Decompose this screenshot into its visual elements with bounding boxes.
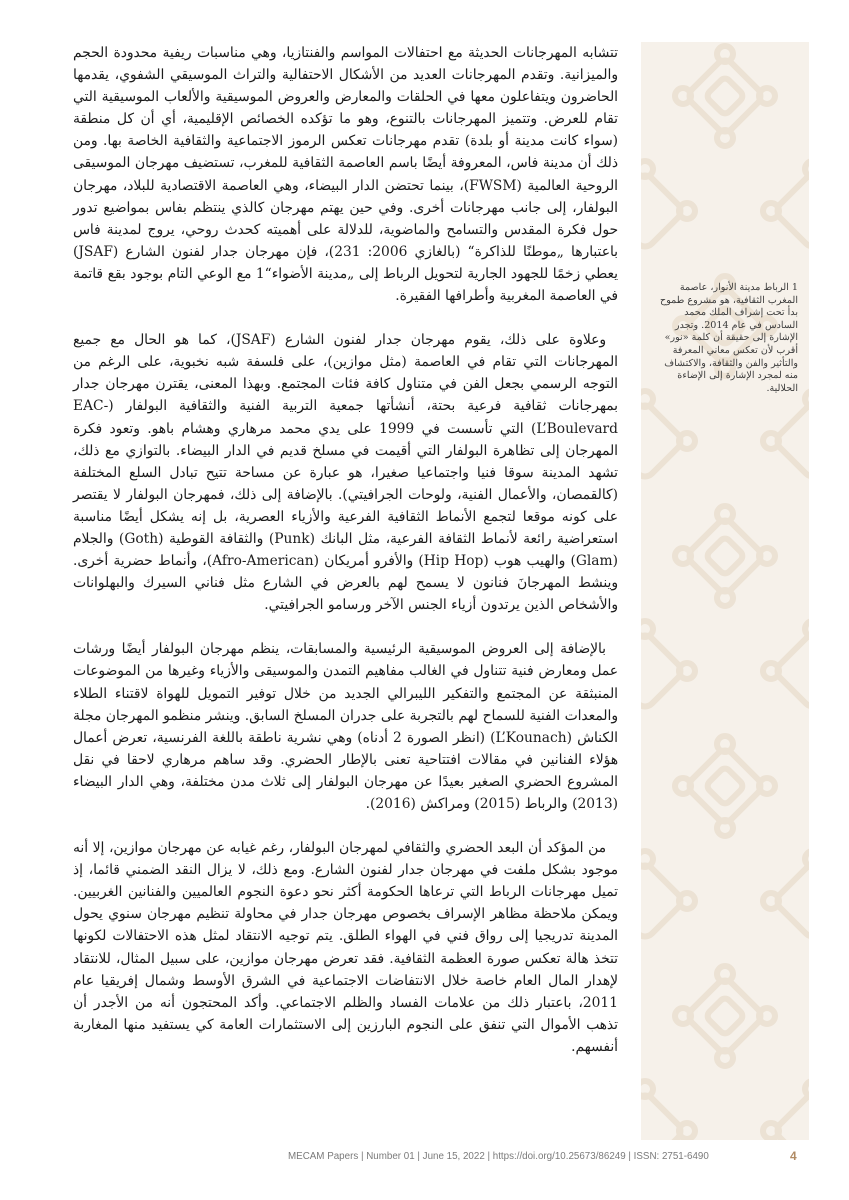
paragraph-jidar-boulevard: وعلاوة على ذلك، يقوم مهرجان جدار لفنون الشارع (JSAF)، كما هو الحال مع جميع المهرجانات التي تقام في العاصمة (مثل موازين)، على فلسفة شبه نخبوية، على الرغم من التوجه الرسمي بجعل الفن في متناول كافة فئات المجتمع. وبهذا المعنى، يقترن مهرجان جدار بمهرجانات ثقافية فرعية بحتة، أنشأتها جمعية التربية الفنية والثقافية البولفار (EAC-L’Boulevard) التي تأسست في 1999 على يدي محمد مرهاري وهشام باهو. وتعود فكرة المهرجان إلى تظاهرة البولفار التي أقيمت في مسلخ قديم في الدار البيضاء. بالتوازي مع ذلك، تشهد المدينة سوقا فنيا واجتماعيا صغيرا، هو عبارة عن مساحة تتيح تبادل السلع المختلفة (كالقمصان، والأعمال الفنية، ولوحات الجرافيتي). بالإضافة إلى ذلك، فمهرجان البولفار لا يقتصر على كونه موقعا لتجمع الأنماط الثقافية الفرعية والأزياء العصرية، بل إنه يشكل أيضًا مناسبة استعراضية رائعة لأنماط الثقافة الفرعية، مثل البانك (Punk) والثقافة القوطية (Goth) والجلام (Glam) والهيب هوب (Hip Hop) والأفرو أمريكان (Afro-American)، وأنماط حضرية أخرى. وينشط المهرجانَ فنانون لا يسمح لهم بالعرض في الشارع مثل فناني السيرك والبهلوانات والأشخاص الذين يرتدون أزياء الجنس الآخر ورسامو الجرافيتي. [73, 332, 618, 614]
footnote-1: 1 الرباط مدينة الأنوار، عاصمة المغرب الثقافية، هو مشروع طموح بدأ تحت إشراف الملك محمد السادس في عام 2014. وتجدر الإشارة إلى حقيقة أن كلمة «نور» أقرب لأن تعكس معاني المعرفة والتأثير والفن والثقافة، والاكتشاف منه لمجرد الإشارة إلى الإضاءة الحلالية. [660, 282, 798, 394]
paragraph-critique: من المؤكد أن البعد الحضري والثقافي لمهرجان البولفار، رغم غيابه عن مهرجان موازين، إلا أنه موجود بشكل ملفت في مهرجان جدار لفنون الشارع. ومع ذلك، لا يزال النقد الضمني قائما، إذ تميل مهرجانات الرباط التي ترعاها الحكومة أكثر نحو دعوة النجوم العالميين والفنانين الغربيين. ويمكن ملاحظة مظاهر الإسراف بخصوص مهرجان جدار في محاولة تنظيم مهرجان سنوي يحول المدينة تدريجيا إلى رواق فني في الهواء الطلق. يتم توجيه الانتقاد لمثل هذه الاحتفالات لكونها تتخذ هالة تعكس صورة العظمة الثقافية. فقد تعرض مهرجان موازين، على سبيل المثال، للانتقاد لإهدار المال العام خاصة خلال الانتفاضات الاجتماعية في الشرق الأوسط وشمال إفريقيا عام 2011، باعتبار ذلك من علامات الفساد والظلم الاجتماعي. وأكد المحتجون أنه من الأجدر أن تذهب الأموال التي تنفق على النجوم البارزين إلى الاستثمارات العامة كي يستفيد منها المغاربة أنفسهم. [73, 840, 618, 1055]
page-footer: MECAM Papers | Number 01 | June 15, 2022 | https://doi.org/10.25673/86249 | ISSN: 2751-6490 [288, 1151, 709, 1162]
decorative-pattern-strip [641, 42, 809, 1140]
ornament-pattern-icon [641, 42, 809, 1140]
page-number: 4 [790, 1149, 797, 1163]
paragraph-boulevard-workshops: بالإضافة إلى العروض الموسيقية الرئيسية والمسابقات، ينظم مهرجان البولفار أيضًا ورشات عمل ومعارض فنية تتناول في الغالب مفاهيم التمدن والموسيقى والأزياء وغيرها من الموضوعات المنبثقة عن المجتمع والتفكير الليبرالي الجديد من خلال توفير التمويل للهواة لاقتناء الطلاء والمعدات الفنية للسماح لهم بالتجربة على جدران المسلخ السابق. وينشر منظمو المهرجان مجلة الكناش (L’Kounach) (انظر الصورة 2 أدناه) وهي نشرية ناطقة باللغة الفرنسية، تعرض أعمال هؤلاء الفنانين في مقالات افتتاحية تعنى بالإطار الحضري. وقد ساهم مرهاري لاحقا في نقل المشروع الحضري الصغير بعيدًا عن مهرجان البولفار إلى ثلاث مدن مختلفة، وهي الدار البيضاء (2013) والرباط (2015) ومراكش (2016). [73, 641, 618, 812]
article-body [73, 42, 618, 1058]
paragraph-festivals-comparison: تتشابه المهرجانات الحديثة مع احتفالات المواسم والفنتازيا، وهي مناسبات ريفية محدودة الحجم والميزانية. وتقدم المهرجانات العديد من الأشكال الاحتفالية والتراث الموسيقي الشفوي، يقدمها الحاضرون ويتفاعلون معها في الحلقات والمعارض والعروض الموسيقية والألعاب الموسيقية التي تقام للعرض. وتتميز المهرجانات بالتنوع، وهو ما تؤكده الخصائص الإقليمية، أي أن كل منطقة (سواء كانت مدينة أو بلدة) تقدم مهرجانات تعكس الرموز الاجتماعية والثقافية الخاصة بها. ومن ذلك أن مدينة فاس، المعروفة أيضًا باسم العاصمة الثقافية للمغرب، تستضيف مهرجان الموسيقى الروحية العالمية (FWSM)، بينما تحتضن الدار البيضاء، وهي العاصمة الاقتصادية للبلاد، مهرجان البولفار، إلى جانب مهرجانات أخرى. وفي حين يهتم مهرجان كالذي ينتظم بفاس بمواضيع تدور حول فكرة المقدس والتسامح والماضوية، للدلالة على أهميته كحدث روحي، يروج لمدينة فاس باعتبارها „موطنًا للذاكرة“ (بالغازي 2006: 231)، فإن مهرجان جدار لفنون الشارع (JSAF) يعطي زخمًا للجهود الجارية لتحويل الرباط إلى „مدينة الأضواء“1 مع الوعي التام بوجود بقع قاتمة في العاصمة المغربية وأطرافها الفقيرة. [73, 45, 619, 305]
